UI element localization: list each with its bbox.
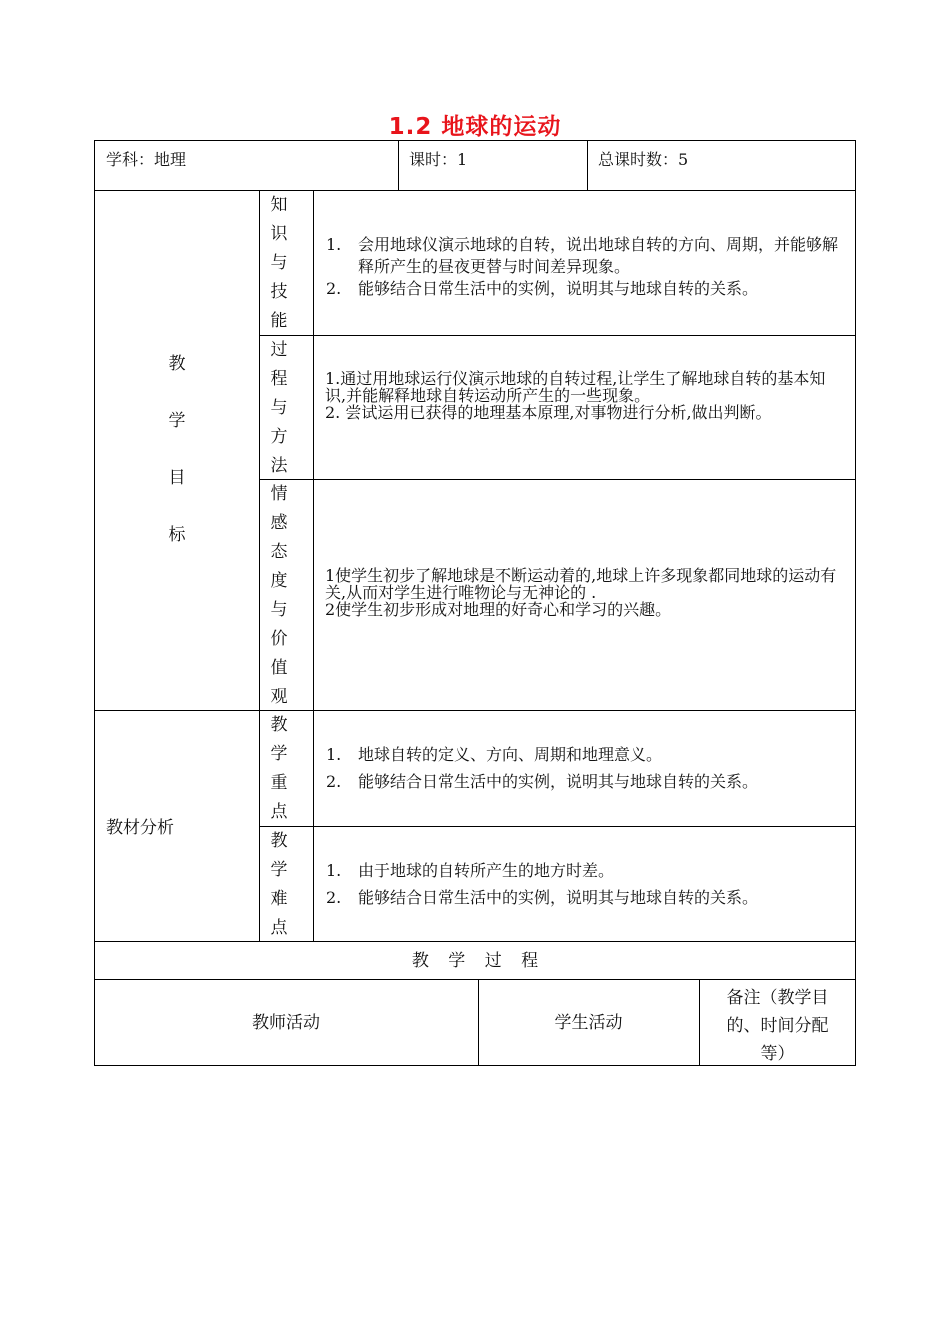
row-divider — [94, 979, 856, 980]
total-hours-cell: 总课时数：5 — [598, 150, 689, 169]
objectives-label: 教 学 目 标 — [168, 354, 186, 545]
list-item: 2. 能够结合日常生活中的实例，说明其与地球自转的关系。 — [326, 279, 759, 298]
difficulties-content — [326, 857, 846, 911]
subject-cell: 学科：地理 — [106, 150, 187, 169]
teacher-activity-header: 教师活动 — [252, 1013, 320, 1033]
list-item: 1. 会用地球仪演示地球的自转，说出地球自转的方向、周期，并能够解释所产生的昼夜更替与时间差异现象。 — [326, 235, 839, 276]
page-title: 1.2 地球的运动 — [388, 114, 562, 140]
column-divider — [313, 190, 314, 941]
list-item: 1. 由于地球的自转所产生的地方时差。 — [326, 861, 615, 880]
row-divider — [94, 190, 856, 191]
knowledge-skills-label: 知 识 与 技 能 — [270, 195, 288, 331]
key-points-content — [326, 741, 846, 795]
analysis-label: 教材分析 — [106, 818, 174, 838]
process-methods-content — [325, 370, 843, 421]
list-item: 2. 能够结合日常生活中的实例，说明其与地球自转的关系。 — [326, 772, 759, 791]
notes-header: 备注（教学目 的、时间分配 等） — [726, 988, 829, 1064]
row-divider — [259, 826, 856, 827]
list-item: 2. 尝试运用已获得的地理基本原理,对事物进行分析,做出判断。 — [325, 403, 772, 422]
list-item: 1. 地球自转的定义、方向、周期和地理意义。 — [326, 745, 663, 764]
column-divider — [398, 140, 399, 190]
row-divider — [259, 479, 856, 480]
column-divider — [587, 140, 588, 190]
list-item: 2. 能够结合日常生活中的实例，说明其与地球自转的关系。 — [326, 888, 759, 907]
key-points-label: 教 学 重 点 — [270, 715, 288, 822]
row-divider — [259, 335, 856, 336]
process-methods-label: 过 程 与 方 法 — [270, 340, 288, 476]
teaching-process-heading: 教 学 过 程 — [411, 951, 539, 971]
difficulties-label: 教 学 难 点 — [270, 831, 288, 938]
list-item: 1使学生初步了解地球是不断运动着的,地球上许多现象都同地球的运动有关,从而对学生进行唯物论与无神论的 . — [325, 566, 837, 602]
lesson-hours-cell: 课时：1 — [409, 150, 468, 169]
row-divider — [94, 710, 856, 711]
column-divider — [259, 190, 260, 941]
attitude-values-label: 情 感 态 度 与 价 值 观 — [270, 484, 288, 707]
student-activity-header: 学生活动 — [554, 1013, 623, 1033]
knowledge-skills-content — [326, 234, 846, 300]
list-item: 2使学生初步形成对地理的好奇心和学习的兴趣。 — [325, 600, 672, 619]
list-item: 1.通过用地球运行仪演示地球的自转过程,让学生了解地球自转的基本知识,并能解释地球自转运动所产生的一些现象。 — [325, 369, 826, 405]
attitude-values-content — [325, 567, 843, 618]
row-divider — [94, 941, 856, 942]
